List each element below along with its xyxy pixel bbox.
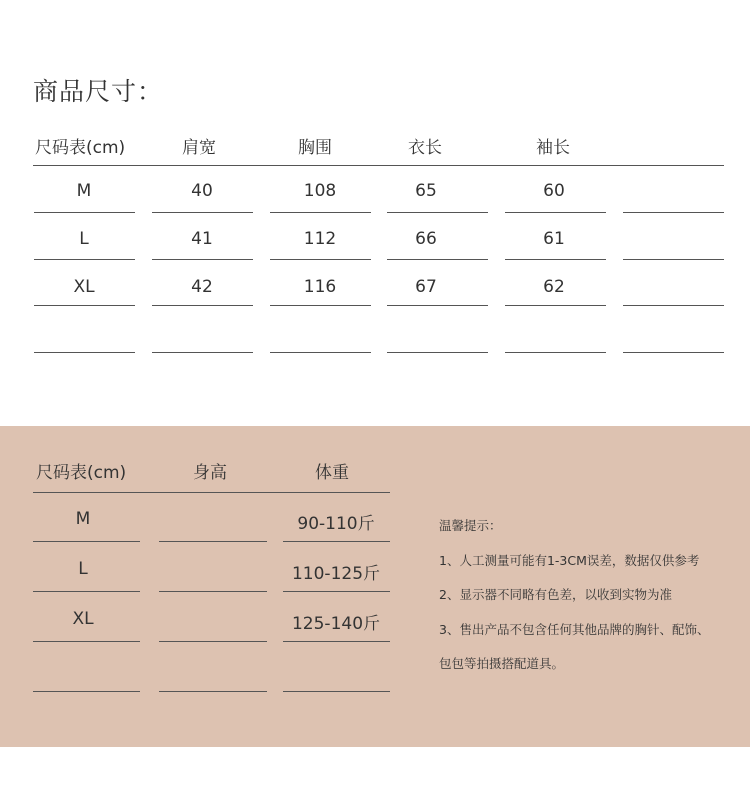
size-cell-rule bbox=[505, 212, 606, 213]
fit-row-xl-weight: 125-140斤 bbox=[291, 614, 381, 634]
size-cell-rule bbox=[152, 259, 253, 260]
size-row-m-size: M bbox=[76, 181, 92, 201]
size-row-l-sleeve: 61 bbox=[543, 229, 565, 249]
fit-cell-rule bbox=[159, 691, 267, 692]
fit-cell-rule bbox=[159, 641, 267, 642]
fit-row-m-weight: 90-110斤 bbox=[297, 514, 375, 534]
size-row-l-length: 66 bbox=[415, 229, 437, 249]
size-row-xl-shoulder: 42 bbox=[191, 277, 213, 297]
size-cell-rule bbox=[387, 352, 488, 353]
fit-cell-rule bbox=[159, 541, 267, 542]
fit-cell-rule bbox=[283, 541, 390, 542]
size-row-xl-length: 67 bbox=[415, 277, 437, 297]
size-header-sleeve: 袖长 bbox=[536, 138, 570, 158]
size-cell-rule bbox=[34, 212, 135, 213]
size-header-chest: 胸围 bbox=[298, 138, 332, 158]
size-cell-rule bbox=[505, 259, 606, 260]
fit-row-xl-size: XL bbox=[72, 609, 94, 629]
size-cell-rule bbox=[387, 212, 488, 213]
size-header-length: 衣长 bbox=[408, 138, 442, 158]
tips-heading: 温馨提示： bbox=[439, 518, 502, 533]
size-cell-rule bbox=[387, 259, 488, 260]
size-cell-rule bbox=[152, 212, 253, 213]
tips-line: 包包等拍摄搭配道具。 bbox=[439, 656, 565, 671]
fit-header-weight: 体重 bbox=[315, 463, 349, 483]
fit-header-height: 身高 bbox=[193, 463, 227, 483]
size-cell-rule bbox=[623, 352, 724, 353]
fit-row-m-size: M bbox=[75, 509, 91, 529]
tips-line: 3、售出产品不包含任何其他品牌的胸针、配饰、 bbox=[439, 622, 710, 637]
size-row-l-size: L bbox=[79, 229, 89, 249]
fit-cell-rule bbox=[159, 591, 267, 592]
page-title: 商品尺寸： bbox=[33, 77, 164, 106]
tips-line: 1、人工测量可能有1-3CM误差，数据仅供参考 bbox=[439, 553, 700, 568]
fit-row-l-size: L bbox=[78, 559, 88, 579]
size-cell-rule bbox=[505, 352, 606, 353]
size-cell-rule bbox=[34, 305, 135, 306]
fit-cell-rule bbox=[33, 591, 140, 592]
size-cell-rule bbox=[270, 212, 371, 213]
fit-header-rule bbox=[33, 492, 390, 493]
size-cell-rule bbox=[270, 352, 371, 353]
size-row-m-sleeve: 60 bbox=[543, 181, 565, 201]
fit-cell-rule bbox=[283, 591, 390, 592]
size-row-m-length: 65 bbox=[415, 181, 437, 201]
size-row-xl-size: XL bbox=[73, 277, 95, 297]
size-cell-rule bbox=[505, 305, 606, 306]
size-cell-rule bbox=[623, 259, 724, 260]
size-cell-rule bbox=[34, 352, 135, 353]
size-row-l-chest: 112 bbox=[303, 229, 337, 249]
size-cell-rule bbox=[270, 259, 371, 260]
fit-cell-rule bbox=[283, 691, 390, 692]
size-row-m-chest: 108 bbox=[303, 181, 337, 201]
fit-row-l-weight: 110-125斤 bbox=[291, 564, 381, 584]
fit-cell-rule bbox=[33, 541, 140, 542]
size-cell-rule bbox=[623, 212, 724, 213]
size-header-size: 尺码表(cm) bbox=[35, 138, 126, 158]
fit-cell-rule bbox=[283, 641, 390, 642]
fit-cell-rule bbox=[33, 691, 140, 692]
fit-cell-rule bbox=[33, 641, 140, 642]
size-cell-rule bbox=[152, 305, 253, 306]
size-cell-rule bbox=[270, 305, 371, 306]
size-row-m-shoulder: 40 bbox=[191, 181, 213, 201]
size-row-l-shoulder: 41 bbox=[191, 229, 213, 249]
tips-line: 2、显示器不同略有色差，以收到实物为准 bbox=[439, 587, 672, 602]
size-header-rule bbox=[33, 165, 724, 166]
size-header-shoulder: 肩宽 bbox=[182, 138, 216, 158]
size-row-xl-sleeve: 62 bbox=[543, 277, 565, 297]
size-cell-rule bbox=[152, 352, 253, 353]
fit-header-size: 尺码表(cm) bbox=[36, 463, 127, 483]
size-cell-rule bbox=[34, 259, 135, 260]
size-cell-rule bbox=[623, 305, 724, 306]
size-cell-rule bbox=[387, 305, 488, 306]
size-row-xl-chest: 116 bbox=[303, 277, 337, 297]
